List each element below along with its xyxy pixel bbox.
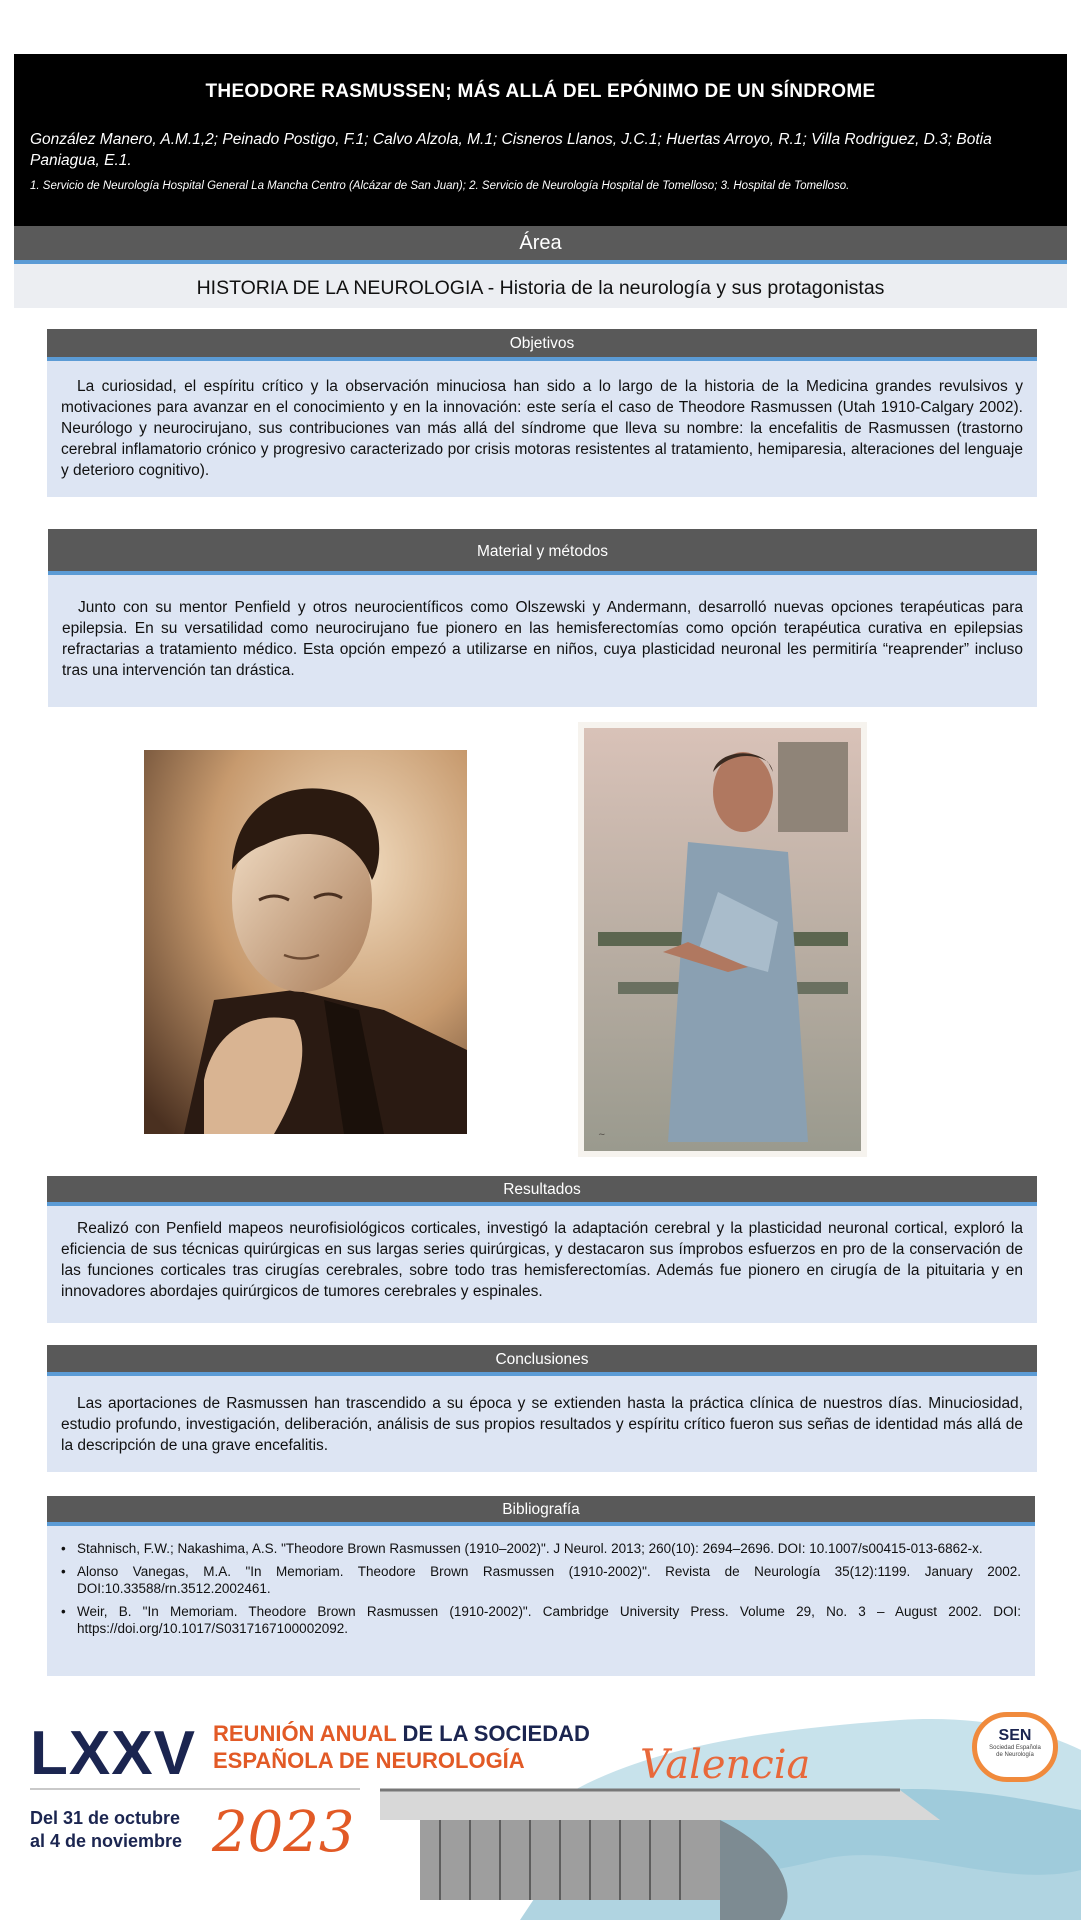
objetivos-body [47,361,1037,497]
sen-logo-text: SEN [998,1727,1032,1744]
authors: González Manero, A.M.1,2; Peinado Postigo, F.1; Calvo Alzola, M.1; Cisneros Llanos, J.C.1; Huertas Arroyo, R.1; Villa Rodriguez, D.3; Botia Paniagua, E.1. [30,131,992,169]
resultados-header: Resultados [47,1176,1037,1206]
affiliations: 1. Servicio de Neurología Hospital General La Mancha Centro (Alcázar de San Juan); 2. Servicio de Neurología Hospital de Tomelloso; 3. Hospital de Tomelloso. [30,180,850,192]
dates-line: al 4 de noviembre [30,1831,183,1851]
rasmussen-painting [578,722,867,1157]
objetivos-text: La curiosidad, el espíritu crítico y la observación minuciosa han sido a lo largo de la historia de la Medicina grandes revulsivos y motivaciones para avanzar en el conocimiento y en la innovación: este sería el caso de Theodore Rasmussen (Utah 1910-Calgary 2002). Neurólogo y neurocirujano, sus contribuciones van más allá del síndrome que lleva su nombre: la encefalitis de Rasmussen (trastorno cerebral inflamatorio crónico y progresivo caracterizado por crisis motoras resistentes al tratamiento, hemiparesia, alteraciones del lenguaje y deterioro cognitivo). [61,378,1023,479]
congress-dates [30,1807,182,1853]
congress-name [213,1720,590,1774]
painting-image [578,722,867,1157]
sen-logo-sub: Sociedad Española [989,1745,1041,1751]
sen-logo-sub: de Neurología [996,1752,1034,1758]
bibliography-item: • Weir, B. "In Memoriam. Theodore Brown Rasmussen (1910-2002)". Cambridge University Press. Volume 29, No. 3 – August 2002. DOI: https://doi.org/10.1017/S0317167100002092. [75,1603,1021,1637]
congress-name-part: ESPAÑOLA DE NEUROLOGÍA [213,1748,525,1773]
poster-header [14,54,1067,226]
sen-logo [972,1712,1058,1782]
material-body [48,575,1037,707]
bibliografia-header: Bibliografía [47,1496,1035,1526]
congress-name-part: REUNIÓN ANUAL [213,1721,397,1746]
poster-title: THEODORE RASMUSSEN; MÁS ALLÁ DEL EPÓNIMO DE UN SÍNDROME [205,81,876,102]
bibliography-list [61,1540,1021,1637]
congress-banner [0,1690,1081,1920]
rasmussen-portrait-photo [144,750,467,1134]
congress-year: 2023 [212,1800,355,1865]
material-header: Material y métodos [48,529,1037,575]
bibliography-item: • Stahnisch, F.W.; Nakashima, A.S. "Theodore Brown Rasmussen (1910–2002)". J Neurol. 2013; 260(10): 2694–2696. DOI: 10.1007/s00415-013-6862-x. [75,1540,1021,1557]
dates-line: Del 31 de octubre [30,1808,181,1828]
conclusiones-header: Conclusiones [47,1345,1037,1376]
resultados-body [47,1206,1037,1323]
objetivos-header: Objetivos [47,329,1037,361]
banner-divider [30,1788,360,1790]
conclusiones-text: Las aportaciones de Rasmussen han trascendido a su época y se extienden hasta la práctica clínica de nuestros días. Minuciosidad, estudio profundo, investigación, deliberación, análisis de sus propios resultados y espíritu crítico fueron sus señas de identidad más allá de la descripción de una grave encefalitis. [61,1395,1023,1454]
area-label: Área [14,226,1067,264]
area-value: HISTORIA DE LA NEUROLOGIA - Historia de la neurología y sus protagonistas [14,264,1067,308]
portrait-photo-image [144,750,467,1134]
congress-city: Valencia [640,1742,811,1788]
bibliografia-body [47,1526,1035,1676]
material-text: Junto con su mentor Penfield y otros neurocientíficos como Olszewski y Andermann, desarrolló nuevas opciones terapéuticas para epilepsia. En su versatilidad como neurocirujano fue pionero en las hemisferectomías como opción terapéutica curativa en epilepsias refractarias a tratamiento médico. Esta opción empezó a utilizarse en niños, cuya plasticidad neuronal les permitiría “reaprender” incluso tras una intervención tan drástica. [62,599,1023,679]
congress-name-part: DE LA SOCIEDAD [396,1721,590,1746]
svg-text:~: ~ [598,1130,606,1140]
edition-numeral: LXXV [30,1719,196,1788]
conclusiones-body [47,1376,1037,1472]
resultados-text: Realizó con Penfield mapeos neurofisiológicos corticales, investigó la adaptación cerebral y la plasticidad neuronal cortical, exploró la eficiencia de sus técnicas quirúrgicas en sus largas series quirúrgicas, y destacaron sus ímprobos esfuerzos en pro de la conservación de las funciones corticales tras cirugías cerebrales, sobre todo tras hemisferectomías. Además fue pionero en cirugía de la pituitaria y en innovadores abordajes quirúrgicos de tumores cerebrales y espinales. [61,1220,1023,1300]
bibliography-item: • Alonso Vanegas, M.A. "In Memoriam. Theodore Brown Rasmussen (1910-2002)". Revista de Neurología 35(12):1199. January 2002. DOI:10.33588/rn.3512.2002461. [75,1563,1021,1597]
